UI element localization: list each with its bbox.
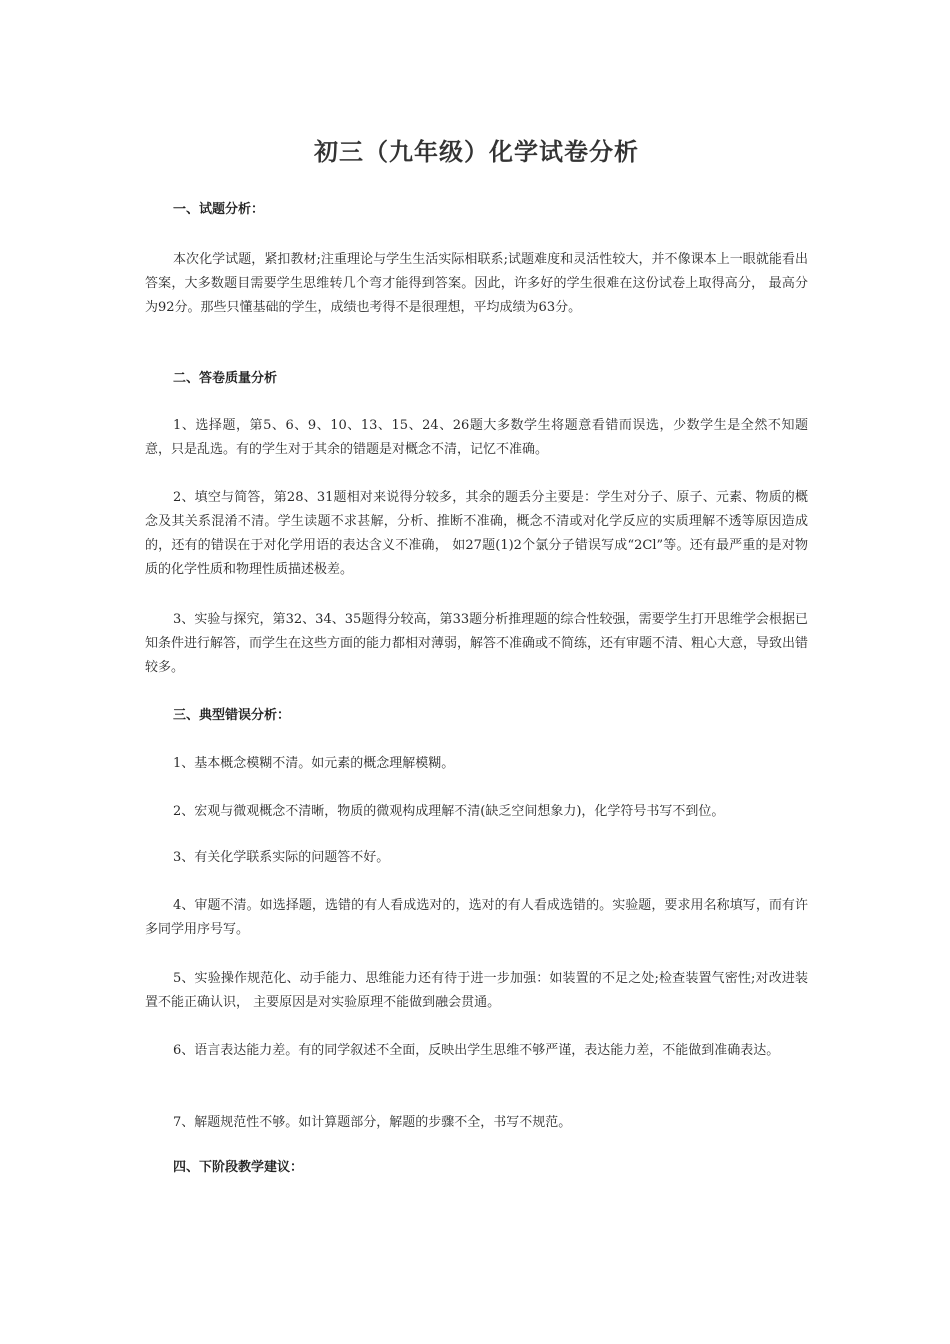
paragraph-choice-questions: 1、选择题，第5、6、9、10、13、15、24、26题大多数学生将题意看错而误选，少数学生是全然不知题意，只是乱选。有的学生对于其余的错题是对概念不清，记忆不准确。 (145, 418, 808, 457)
paragraph-analysis: 本次化学试题，紧扣教材;注重理论与学生生活实际相联系;试题难度和灵活性较大，并不像课本上一眼就能看出答案，大多数题目需要学生思维转几个弯才能得到答案。因此，许多好的学生很难在这份试卷上取得高分， 最高分为92分。那些只懂基础的学生，成绩也考得不是很理想，平均成绩为63分。 (145, 252, 808, 315)
section-heading-typical-errors: 三、典型错误分析： (173, 708, 291, 723)
paragraph-error-4: 4、审题不清。如选择题，选错的有人看成选对的，选对的有人看成选错的。实验题，要求用名称填写，而有许多同学用序号写。 (145, 898, 808, 937)
paragraph-experiment-questions: 3、实验与探究，第32、34、35题得分较高，第33题分析推理题的综合性较强，需要学生打开思维学会根据已知条件进行解答，而学生在这些方面的能力都相对薄弱，解答不准确或不简练，还有审题不清、粗心大意，导致出错较多。 (145, 612, 809, 675)
paragraph-error-2: 2、宏观与微观概念不清晰，物质的微观构成理解不清(缺乏空间想象力)，化学符号书写不到位。 (173, 804, 725, 819)
paragraph-error-1: 1、基本概念模糊不清。如元素的概念理解模糊。 (173, 756, 455, 771)
paragraph-error-5: 5、实验操作规范化、动手能力、思维能力还有待于进一步加强：如装置的不足之处;检查装置气密性;对改进装置不能正确认识， 主要原因是对实验原理不能做到融会贯通。 (145, 971, 808, 1010)
section-heading-analysis: 一、试题分析： (173, 202, 265, 217)
document-title: 初三（九年级）化学试卷分析 (314, 138, 639, 166)
section-heading-quality: 二、答卷质量分析 (173, 371, 278, 386)
paragraph-error-6: 6、语言表达能力差。有的同学叙述不全面，反映出学生思维不够严谨，表达能力差，不能做到准确表达。 (173, 1043, 780, 1058)
paragraph-error-3: 3、有关化学联系实际的问题答不好。 (173, 850, 390, 865)
paragraph-error-7: 7、解题规范性不够。如计算题部分，解题的步骤不全，书写不规范。 (173, 1115, 572, 1130)
section-heading-teaching-suggestions: 四、下阶段教学建议： (173, 1160, 304, 1175)
paragraph-fill-in-questions: 2、填空与简答，第28、31题相对来说得分较多，其余的题丢分主要是：学生对分子、原子、元素、物质的概念及其关系混淆不清。学生读题不求甚解，分析、推断不准确，概念不清或对化学反应的实质理解不透等原因造成的，还有的错误在于对化学用语的表达含义不准确， 如27题(1)2个氯分子错误写成“2Cl”等。还有最严重的是对物质的化学性质和物理性质描述极差。 (145, 490, 808, 577)
